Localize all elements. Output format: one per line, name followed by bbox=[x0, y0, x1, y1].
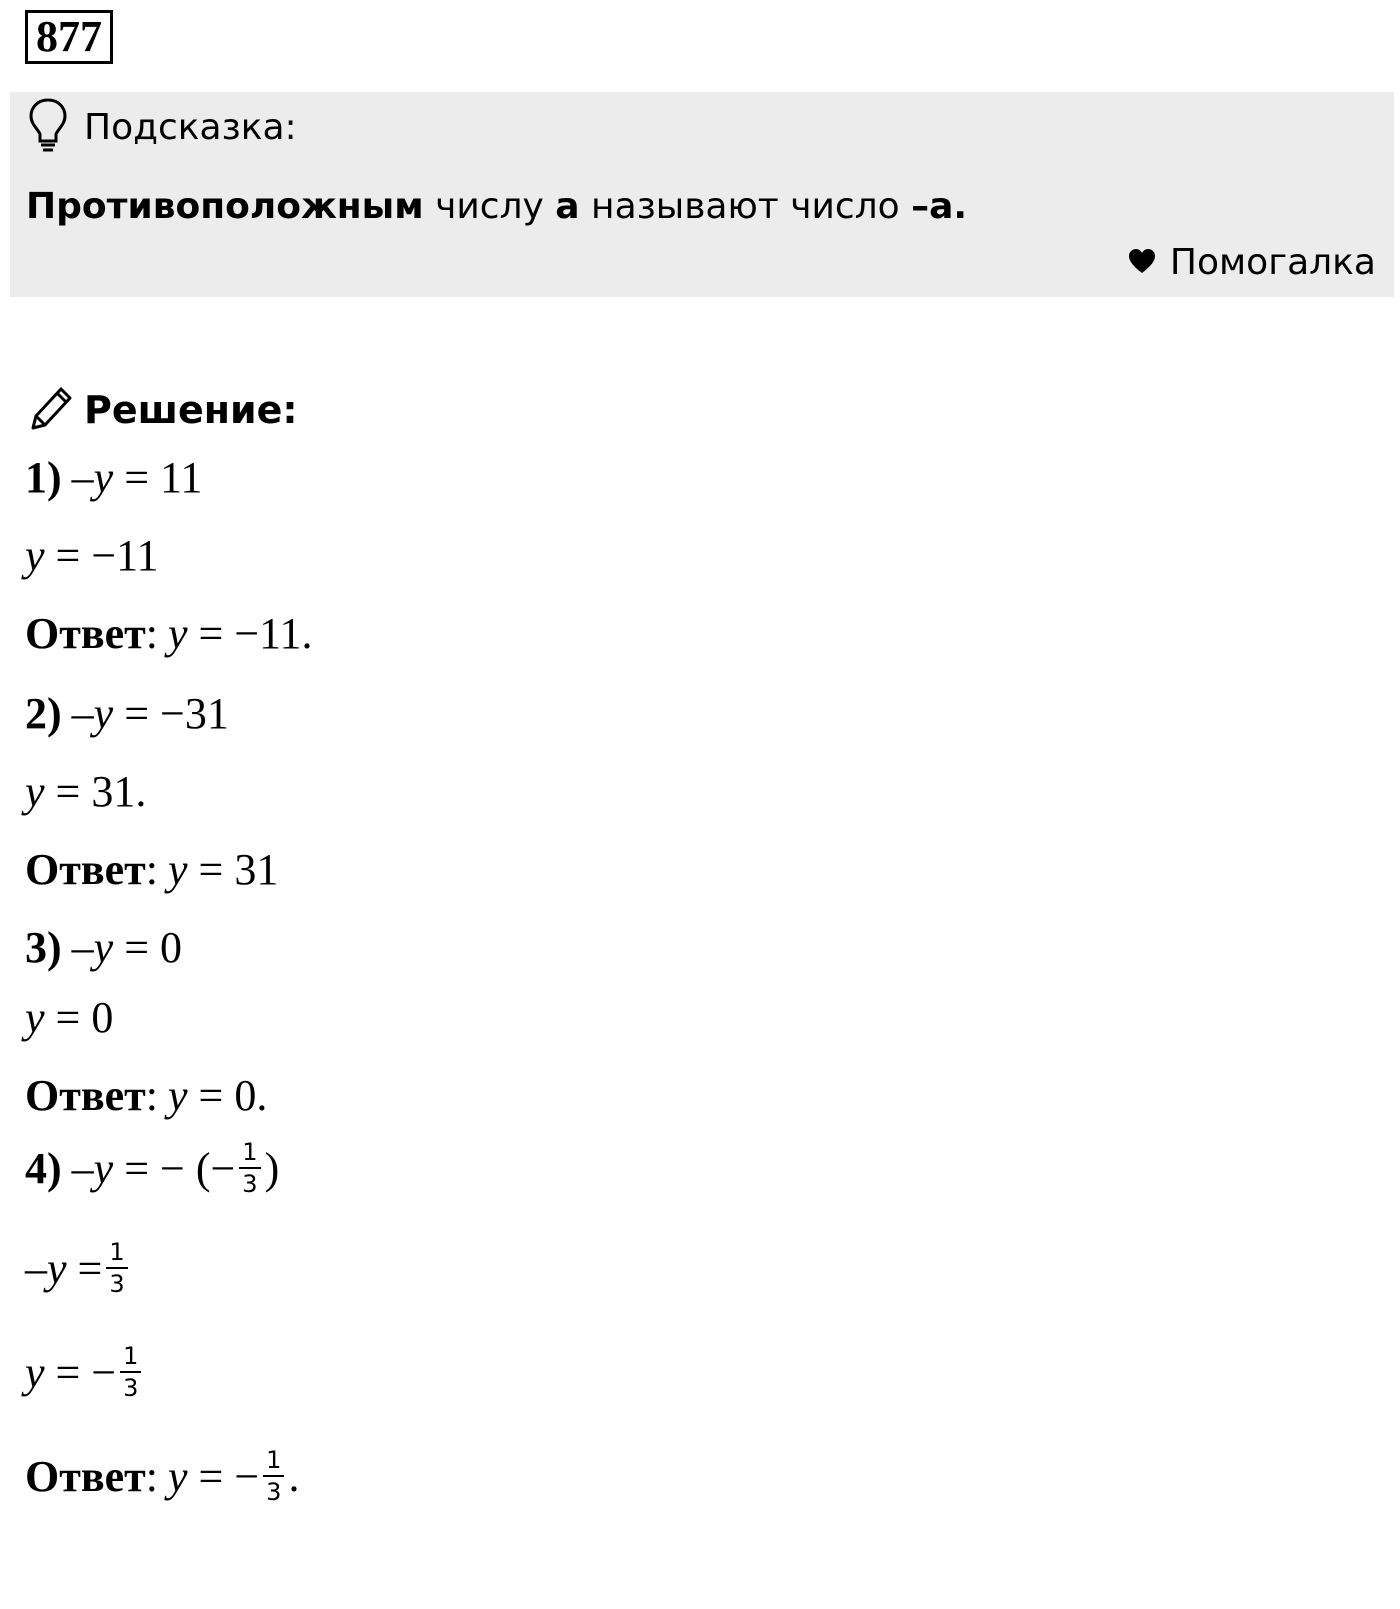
solution-4-line-3 bbox=[25, 1344, 145, 1400]
solution-4-line-1 bbox=[25, 1140, 279, 1196]
equation: –y = 11 bbox=[71, 453, 203, 502]
hint-text-part: называют число bbox=[579, 186, 912, 227]
solution-3-answer: Ответ : y = 0. bbox=[25, 1071, 268, 1120]
hint-title: Подсказка: bbox=[84, 106, 297, 148]
solution-2-answer: Ответ : y = 31 bbox=[25, 845, 279, 894]
pomogalka-credit bbox=[1128, 242, 1376, 283]
equation: y = −11 bbox=[25, 531, 159, 580]
fraction: $\frac{1}{3}$ bbox=[120, 1344, 141, 1400]
answer-value: y = 0. bbox=[167, 1071, 268, 1120]
task-number: 877 bbox=[25, 10, 113, 64]
equation: y = 0 bbox=[25, 993, 114, 1042]
equation: y = 31. bbox=[25, 767, 147, 816]
equation: –y = 0 bbox=[71, 923, 183, 972]
pomogalka-label: Помогалка bbox=[1169, 242, 1376, 283]
hint-box bbox=[10, 92, 1394, 297]
hint-term: Противоположным bbox=[26, 186, 424, 227]
item-number: 3) bbox=[25, 923, 62, 972]
answer-end: . bbox=[288, 1451, 300, 1501]
item-number: 2) bbox=[25, 689, 62, 738]
equation: –y = bbox=[25, 1243, 103, 1293]
answer-label: Ответ bbox=[25, 1071, 146, 1120]
solution-4-answer: Ответ : y = − $\frac{1}{3}$ . bbox=[25, 1446, 300, 1506]
fraction: $\frac{1}{3}$ bbox=[239, 1140, 260, 1196]
lightbulb-icon bbox=[28, 97, 68, 158]
hint-variable-neg-a: –а. bbox=[911, 186, 968, 227]
answer-value: y = 31 bbox=[167, 845, 279, 894]
equation: –y = − (− bbox=[71, 1143, 236, 1193]
solution-1-line-2 bbox=[25, 530, 159, 581]
hint-text bbox=[26, 186, 967, 227]
solution-2-line-1 bbox=[25, 688, 229, 739]
solution-2-line-2 bbox=[25, 766, 146, 817]
heart-icon bbox=[1128, 242, 1170, 283]
solution-3-line-1 bbox=[25, 922, 182, 973]
item-number: 1) bbox=[25, 453, 62, 502]
solution-4-line-2 bbox=[25, 1240, 132, 1296]
item-number: 4) bbox=[25, 1143, 62, 1193]
answer-label: Ответ bbox=[25, 609, 146, 658]
hint-header bbox=[28, 98, 297, 156]
solution-1-answer: Ответ : y = −11. bbox=[25, 609, 313, 658]
hint-text-part: числу bbox=[423, 186, 556, 227]
solution-header bbox=[28, 382, 298, 437]
pencil-icon bbox=[28, 382, 78, 437]
answer-value: y = − bbox=[167, 1451, 260, 1501]
fraction: $\frac{1}{3}$ bbox=[263, 1448, 284, 1504]
answer-label: Ответ bbox=[25, 1451, 146, 1501]
solution-3-line-2 bbox=[25, 992, 113, 1043]
equation: ) bbox=[264, 1143, 280, 1193]
solution-title: Решение: bbox=[84, 387, 298, 432]
equation: y = − bbox=[25, 1347, 117, 1397]
solution-1-line-1 bbox=[25, 452, 202, 503]
equation: –y = −31 bbox=[71, 689, 229, 738]
answer-value: y = −11. bbox=[167, 609, 313, 658]
hint-variable-a: а bbox=[555, 186, 580, 227]
answer-label: Ответ bbox=[25, 845, 146, 894]
fraction: $\frac{1}{3}$ bbox=[106, 1240, 127, 1296]
